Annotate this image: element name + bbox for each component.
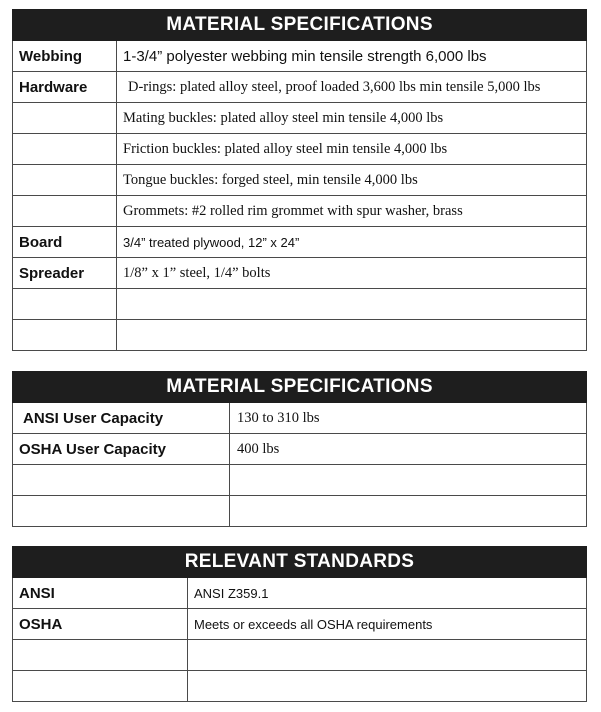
- table-row: [13, 496, 587, 527]
- row-value: Tongue buckles: forged steel, min tensile 4,000 lbs: [117, 165, 587, 196]
- table-row: [13, 320, 587, 351]
- row-label: OSHA: [13, 609, 188, 640]
- row-value: [117, 320, 587, 351]
- row-label: [13, 103, 117, 134]
- row-value: 1-3/4” polyester webbing min tensile strength 6,000 lbs: [117, 41, 587, 72]
- row-label: [13, 289, 117, 320]
- row-label: [13, 196, 117, 227]
- row-label: ANSI User Capacity: [13, 403, 230, 434]
- table-row: [13, 258, 587, 289]
- row-value: Meets or exceeds all OSHA requirements: [188, 609, 587, 640]
- row-value: 3/4” treated plywood, 12” x 24”: [117, 227, 587, 258]
- row-value: Friction buckles: plated alloy steel min tensile 4,000 lbs: [117, 134, 587, 165]
- row-value: 400 lbs: [230, 434, 587, 465]
- table-row: [13, 465, 587, 496]
- table-row: [13, 671, 587, 702]
- user-capacity-table: [12, 371, 587, 527]
- table-row: [13, 578, 587, 609]
- row-label: [13, 640, 188, 671]
- row-label: ANSI: [13, 578, 188, 609]
- table-row: [13, 227, 587, 258]
- row-label: Spreader: [13, 258, 117, 289]
- material-specifications-table: [12, 9, 587, 351]
- table-row: [13, 41, 587, 72]
- table-row: [13, 103, 587, 134]
- row-value: Mating buckles: plated alloy steel min tensile 4,000 lbs: [117, 103, 587, 134]
- table-row: [13, 72, 587, 103]
- table-header-row: [13, 547, 587, 578]
- row-label: [13, 320, 117, 351]
- row-label: [13, 671, 188, 702]
- row-value: ANSI Z359.1: [188, 578, 587, 609]
- row-value: Grommets: #2 rolled rim grommet with spur washer, brass: [117, 196, 587, 227]
- row-label: [13, 496, 230, 527]
- row-label: OSHA User Capacity: [13, 434, 230, 465]
- row-label: Webbing: [13, 41, 117, 72]
- table-row: [13, 196, 587, 227]
- relevant-standards-table: [12, 546, 587, 702]
- table-title: MATERIAL SPECIFICATIONS: [13, 372, 587, 403]
- row-value: [188, 671, 587, 702]
- row-value: D-rings: plated alloy steel, proof loaded 3,600 lbs min tensile 5,000 lbs: [117, 72, 587, 103]
- table-title: RELEVANT STANDARDS: [13, 547, 587, 578]
- row-label: Board: [13, 227, 117, 258]
- table-row: [13, 165, 587, 196]
- table-title: MATERIAL SPECIFICATIONS: [13, 10, 587, 41]
- table-row: [13, 289, 587, 320]
- row-value: 1/8” x 1” steel, 1/4” bolts: [117, 258, 587, 289]
- table-row: [13, 640, 587, 671]
- table-header-row: [13, 10, 587, 41]
- row-label: Hardware: [13, 72, 117, 103]
- table-row: [13, 403, 587, 434]
- row-label: [13, 465, 230, 496]
- row-label: [13, 165, 117, 196]
- table-row: [13, 609, 587, 640]
- row-value: [117, 289, 587, 320]
- table-row: [13, 134, 587, 165]
- row-value: [230, 465, 587, 496]
- table-row: [13, 434, 587, 465]
- row-value: [188, 640, 587, 671]
- row-value: [230, 496, 587, 527]
- row-value: 130 to 310 lbs: [230, 403, 587, 434]
- row-label: [13, 134, 117, 165]
- table-header-row: [13, 372, 587, 403]
